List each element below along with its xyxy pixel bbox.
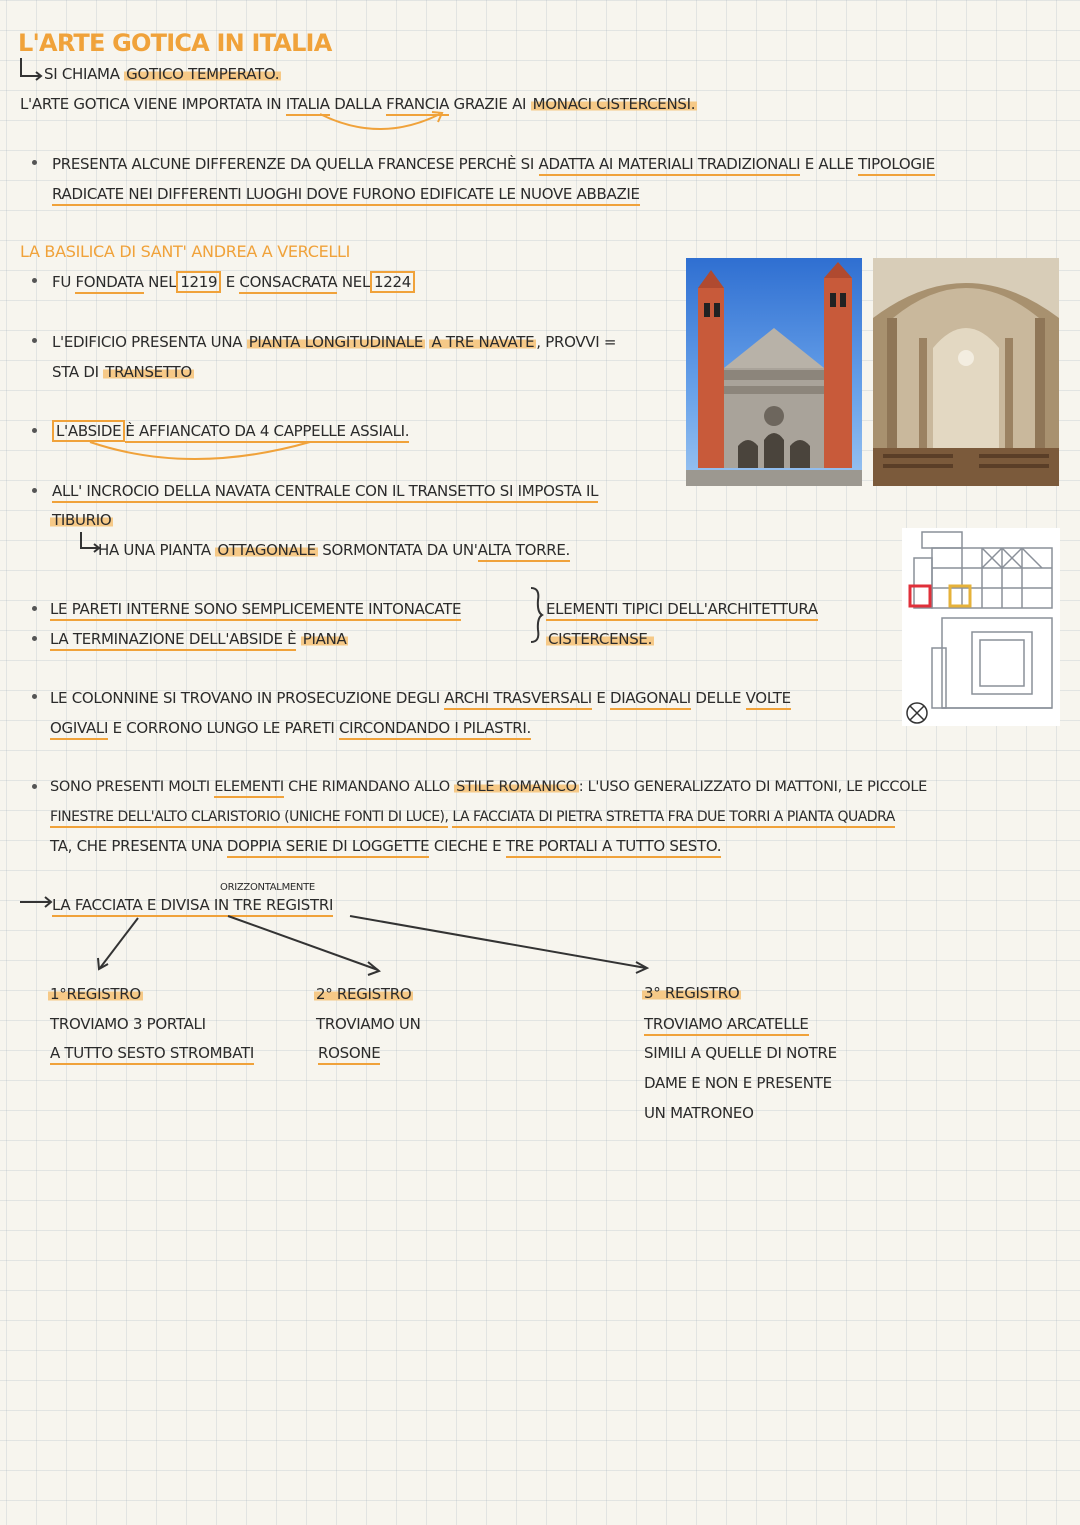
register-3-line-3: DAME E NON E PRESENTE [644,1074,832,1092]
romanesque-line-1: SONO PRESENTI MOLTI ELEMENTI CHE RIMANDANO ALLO STILE ROMANICO : L'USO GENERALIZZATO DI MATTONI, LE PICCOLE [50,777,927,797]
register-1-line-1: TROVIAMO 3 PORTALI [50,1015,206,1033]
plan-line-1: L'EDIFICIO PRESENTA UNA PIANTA LONGITUDINALE A TRE NAVATE , PROVVI = [52,333,617,351]
register-2: 2° REGISTRO [316,985,412,1003]
cistercian-monks-term: MONACI CISTERCENSI. [532,95,696,113]
walls-line: LE PARETI INTERNE SONO SEMPLICEMENTE INTONACATE [50,599,461,619]
apse-line: L'ABSIDE È AFFIANCATO DA 4 CAPPELLE ASSIALI. [52,421,409,441]
register-3-line-4: UN MATRONEO [644,1104,754,1122]
facade-note: ORIZZONTALMENTE [220,882,315,893]
floor-plan-drawing [902,528,1060,726]
apse-end-line: LA TERMINAZIONE DELL'ABSIDE È PIANA [50,629,348,649]
plan-line-2: STA DI TRANSETTO [52,363,192,381]
register-2-line-2: ROSONE [318,1043,380,1063]
romanesque-line-3: TA, CHE PRESENTA UNA DOPPIA SERIE DI LOGGETTE CIECHE E TRE PORTALI A TUTTO SESTO. [50,836,721,856]
differences-line-2: RADICATE NEI DIFFERENTI LUOGHI DOVE FURONO EDIFICATE LE NUOVE ABBAZIE [52,184,640,204]
tiburio-term: TIBURIO [52,511,112,529]
register-1-line-2: A TUTTO SESTO STROMBATI [50,1043,254,1063]
basilica-facade-drawing [686,258,862,486]
floor-plan [902,528,1060,726]
facade-photo [686,258,862,486]
crossing-sub-line: HA UNA PIANTA OTTAGONALE SORMONTATA DA UN'ALTA TORRE. [98,540,570,560]
interior-photo [873,258,1059,486]
typical-line-2: CISTERCENSE. [548,630,653,648]
intro-imported-line: L'ARTE GOTICA VIENE IMPORTATA IN ITALIA DALLA FRANCIA GRAZIE AI MONACI CISTERCENSI. [20,94,697,114]
differences-line-1: PRESENTA ALCUNE DIFFERENZE DA QUELLA FRANCESE PERCHÈ SI ADATTA AI MATERIALI TRADIZIONALI E ALLE TIPOLOGIE [52,154,935,174]
columns-line-2: OGIVALI E CORRONO LUNGO LE PARETI CIRCONDANDO I PILASTRI. [50,718,531,738]
register-1: 1°REGISTRO [50,985,141,1003]
basilica-interior-drawing [873,258,1059,486]
romanesque-line-2: FINESTRE DELL'ALTO CLARISTORIO (UNICHE FONTI DI LUCE), LA FACCIATA DI PIETRA STRETTA FRA DUE TORRI A PIANTA QUADRA [50,807,895,827]
north-arrow-icon [904,700,930,726]
typical-line-1: ELEMENTI TIPICI DELL'ARCHITETTURA [546,599,818,619]
crossing-line-1: ALL' INCROCIO DELLA NAVATA CENTRALE CON IL TRANSETTO SI IMPOSTA IL [52,481,598,501]
consecrated-year: 1224 [370,271,415,293]
basilica-heading: LA BASILICA DI SANT' ANDREA A VERCELLI [20,242,351,261]
register-2-line-1: TROVIAMO UN [316,1015,421,1033]
intro-name-line: SI CHIAMA GOTICO TEMPERATO. [44,65,280,83]
facade-heading: LA FACCIATA E DIVISA IN TRE REGISTRI [52,895,333,915]
columns-line-1: LE COLONNINE SI TROVANO IN PROSECUZIONE DEGLI ARCHI TRASVERSALI E DIAGONALI DELLE VOLTE [50,688,791,708]
register-3: 3° REGISTRO [644,984,740,1002]
page-title: L'ARTE GOTICA IN ITALIA [18,29,332,57]
register-3-line-2: SIMILI A QUELLE DI NOTRE [644,1044,837,1062]
register-3-line-1: TROVIAMO ARCATELLE [644,1014,809,1034]
founded-year: 1219 [176,271,221,293]
founded-line: FU FONDATA NEL 1219 E CONSACRATA NEL 1224 [52,272,415,292]
gotico-temperato-term: GOTICO TEMPERATO. [126,65,280,83]
